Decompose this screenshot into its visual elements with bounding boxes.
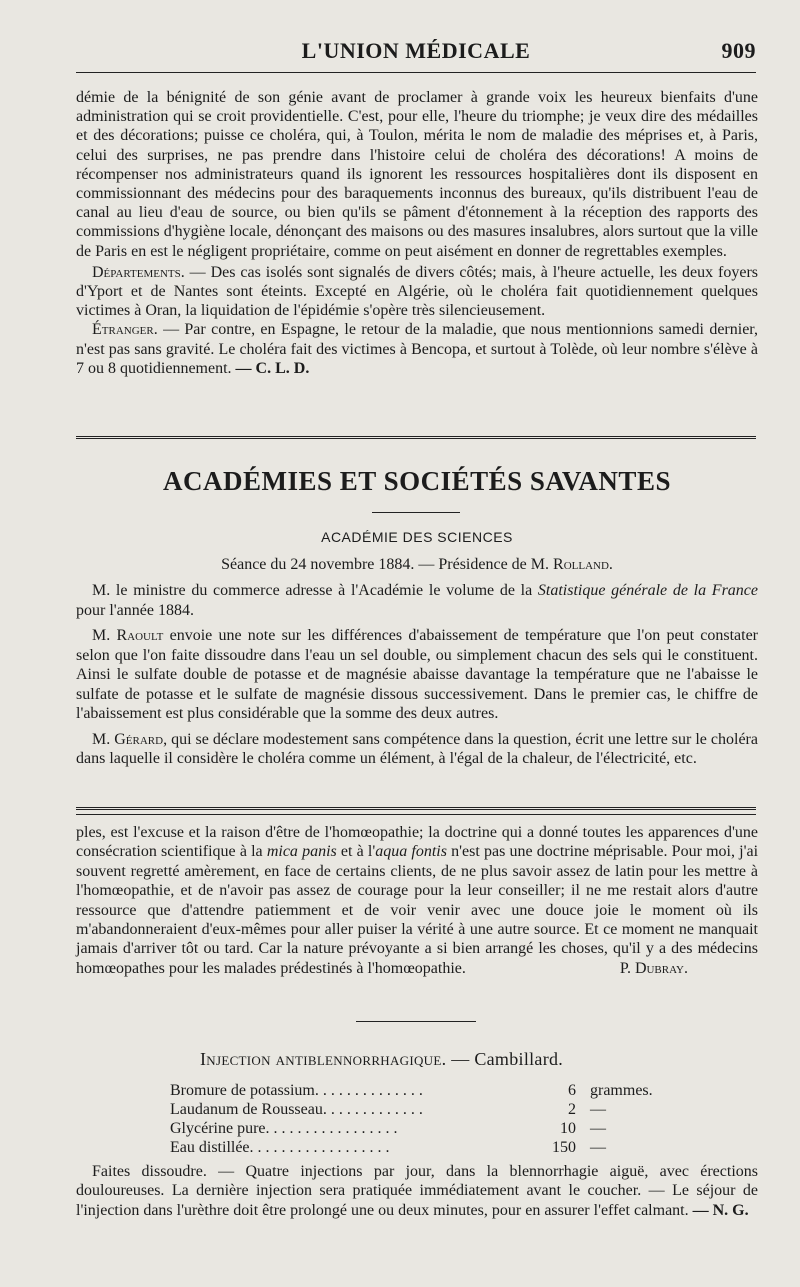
prescription-row bbox=[170, 1100, 670, 1119]
ingredient-qty: 2 bbox=[568, 1101, 576, 1118]
aqua-fontis: aqua fontis bbox=[375, 843, 447, 861]
ingredient-name: Bromure de potassium. . . . . . . . . . . . . . bbox=[170, 1082, 423, 1099]
article-paragraph: démie de la bénignité de son génie avant de proclamer à grande voix les heureux bienfaits d'une administration qui se croit providentielle. C'est, pour elle, l'heure du triomphe; je veux dire des médailles et des décorations; puisse ce choléra, qui, à Toulon, mérita le nom de maladie des méprises et, à Paris, celui des surprises, ne pas prendre dans l'histoire celui de choléra des décorations! A moins de récompenser nos administrateurs quand ils ignorent les ressources hospitalières dont ils disposent en commissionnant des médecins pour des baraquements inconnus des bureaux, qu'ils distribuent l'eau de canal au lieu d'eau de source, ou bien qu'ils se pâment d'étonnement à la réception des rapports des commissions d'hygiène locale, dénonçant des maisons ou des masures insalubres, alors surtout que la ville de Paris en est le négligent propriétaire, comme on peut aisément en donner de regrettables exemples. bbox=[76, 89, 758, 260]
signature-suffix: . bbox=[684, 960, 688, 978]
prescription-instructions bbox=[76, 1162, 758, 1220]
departements-text: — Des cas isolés sont signalés de divers côtés; mais, à l'heure actuelle, les deux foyers d'Yport et de Nantes sont éteints. Excepté en Algérie, où le choléra fait quotidiennement quelques victimes à Oran, la liquidation de l'épidémie s'opère très silencieusement. bbox=[76, 263, 758, 320]
raoult-name: Raoult bbox=[116, 627, 164, 644]
prescription-row bbox=[170, 1081, 670, 1100]
ingredient-qty: 6 bbox=[568, 1082, 576, 1099]
feuilleton-paragraph bbox=[76, 823, 758, 978]
gerard-name: Gérard bbox=[114, 730, 164, 748]
feuilleton-text bbox=[76, 823, 758, 979]
prescription-row bbox=[170, 1119, 670, 1138]
raoult-text: envoie une note sur les différences d'abaissement de température que l'on peut constater selon que l'on faite dissoudre dans l'eau un sel double, ou simplement chacun des sels qui le constituent. Ainsi le sulfate double de potasse et de magnésie abaisse davantage la température que ne l'abaisse le sulfate de potasse et le sulfate de magnésie dissous successivement. Dans le premier cas, le chiffre de l'abaissement est plus considérable que la somme des deux autres. bbox=[76, 627, 758, 722]
prescription-rule bbox=[356, 1021, 476, 1022]
ingredient-qty: 10 bbox=[560, 1120, 576, 1137]
feuilleton-text-b: et à l' bbox=[336, 843, 376, 861]
instructions-signature: — N. G. bbox=[688, 1201, 749, 1219]
gerard-text: , qui se déclare modestement sans compétence dans la question, écrit une lettre sur le choléra dans laquelle il considère le choléra comme un élément, à l'égal de la chaleur, de l'électricité, etc. bbox=[76, 730, 758, 767]
prescription-table bbox=[170, 1081, 670, 1157]
section-title: ACADÉMIES ET SOCIÉTÉS SAVANTES bbox=[163, 466, 671, 496]
ingredient-unit: grammes. bbox=[590, 1082, 653, 1099]
page-number: 909 bbox=[721, 38, 756, 63]
ingredient-qty: 150 bbox=[552, 1139, 576, 1156]
gerard-prefix: M. bbox=[92, 730, 115, 748]
ingredient-name: Laudanum de Rousseau. . . . . . . . . . . . . bbox=[170, 1101, 423, 1118]
etranger-signature: — C. L. D. bbox=[231, 359, 310, 377]
running-header bbox=[76, 38, 756, 68]
instructions-text: Faites dissoudre. — Quatre injections par jour, dans la blennorrhagie aiguë, avec érections douloureuses. La dernière injection sera pratiquée immédiatement avant le coucher. — Le séjour de l'injection dans l'urèthre doit être prolongé une ou deux minutes, pour en assurer l'effet calmant. bbox=[76, 1163, 758, 1219]
raoult-paragraph bbox=[76, 626, 758, 724]
ministre-text: M. le ministre du commerce adresse à l'Académie le volume de la bbox=[92, 582, 538, 599]
prescription-title bbox=[200, 1049, 563, 1070]
president-name: Rolland bbox=[553, 556, 609, 573]
etranger-text: — Par contre, en Espagne, le retour de la maladie, que nous mentionnions samedi dernier, n'est pas sans gravité. Le choléra fait des victimes à Bencopa, et surtout à Tolède, où leur nombre s'élève à 7 ou 8 quotidiennement. bbox=[76, 321, 758, 377]
ingredient-name: Eau distillée. . . . . . . . . . . . . . . . . . bbox=[170, 1139, 390, 1156]
academy-proceedings bbox=[76, 581, 758, 769]
departements-label: Départements. bbox=[92, 263, 185, 281]
section-divider bbox=[76, 436, 756, 439]
section-title-rule bbox=[372, 512, 460, 513]
departements-paragraph bbox=[76, 263, 758, 321]
etranger-paragraph bbox=[76, 320, 758, 378]
signature-name: Dubray bbox=[634, 960, 684, 978]
header-rule bbox=[76, 72, 756, 73]
raoult-prefix: M. bbox=[92, 627, 117, 644]
signature-prefix: P. bbox=[619, 960, 635, 978]
prescription-row bbox=[170, 1138, 670, 1157]
instructions-paragraph bbox=[76, 1162, 758, 1220]
prescription-name: Injection antiblennorrhagique. bbox=[200, 1049, 447, 1069]
ministre-end: pour l'année 1884. bbox=[76, 601, 194, 619]
seance-suffix: . bbox=[608, 556, 613, 573]
seance-prefix: Séance du 24 novembre 1884. — Présidence de M. bbox=[221, 556, 554, 573]
feuilleton-text-a: ples, est l'excuse et la raison d'être de l'homœopathie; la doctrine qui a donné toutes les apparences d'une consécration scientifique à la bbox=[76, 824, 758, 861]
seance-line bbox=[76, 556, 758, 574]
statistique-title: Statistique générale de la France bbox=[537, 582, 759, 599]
feuilleton-text-c: n'est pas une doctrine méprisable. Pour moi, j'ai souvent regretté amèrement, en face de certains clients, de ne plus savoir assez de latin pour les mettre à l'homœopathie, et de n'avoir pas assez de courage pour la leur conseiller; il ne me restait alors d'autre ressource que d'attendre patiemment et de voir venir avec une douce joie le moment où ils m'abandonneraient d'eux-mêmes pour aller puiser la vérité à une autre source. Et ce moment ne manquait jamais d'arriver tôt ou tard. Car la nature prévoyante a si bien arrangé les choses, qu'il y a des médecins homœopathes pour les malades prédestinés à l'homœopathie. bbox=[76, 843, 759, 977]
ingredient-name: Glycérine pure. . . . . . . . . . . . . . . . . bbox=[170, 1120, 398, 1137]
prescription-author: — Cambillard. bbox=[446, 1049, 564, 1069]
ministre-paragraph bbox=[76, 581, 758, 620]
ingredient-unit: — bbox=[590, 1120, 606, 1137]
cholera-article bbox=[76, 88, 758, 378]
ingredient-unit: — bbox=[590, 1101, 606, 1118]
feuilleton-divider-thin bbox=[76, 814, 756, 815]
gerard-paragraph bbox=[76, 730, 758, 769]
etranger-label: Étranger. bbox=[92, 321, 158, 339]
feuilleton-divider bbox=[76, 807, 756, 810]
journal-title: L'UNION MÉDICALE bbox=[301, 38, 531, 63]
mica-panis: mica panis bbox=[266, 843, 337, 861]
academy-name: ACADÉMIE DES SCIENCES bbox=[321, 529, 513, 545]
ingredient-unit: — bbox=[590, 1139, 606, 1156]
